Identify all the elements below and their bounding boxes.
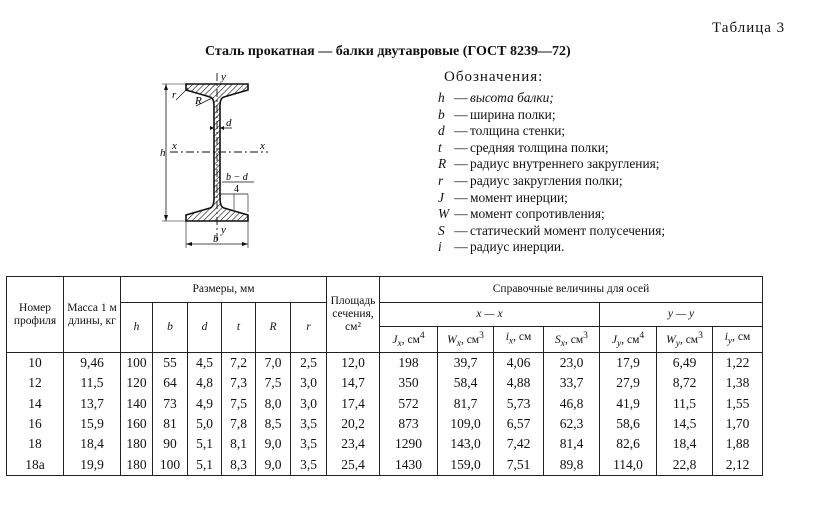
table-cell: 1,22 bbox=[713, 353, 763, 374]
beam-properties-table bbox=[6, 276, 763, 476]
header-dim-b: b bbox=[153, 303, 188, 353]
header-dimensions: Размеры, мм bbox=[121, 277, 327, 303]
legend-item bbox=[438, 206, 665, 223]
table-cell: 27,9 bbox=[600, 373, 657, 393]
legend-dash: — bbox=[454, 156, 468, 172]
table-cell: 100 bbox=[121, 353, 153, 374]
legend-dash: — bbox=[454, 90, 468, 105]
table-cell: 18,4 bbox=[657, 434, 713, 454]
table-cell: 6,49 bbox=[657, 353, 713, 374]
legend-symbol: r bbox=[438, 172, 444, 188]
table-row bbox=[7, 414, 763, 434]
legend-symbol: J bbox=[438, 189, 444, 205]
table-cell: 10 bbox=[7, 353, 64, 374]
header-ix: $i_x$, см bbox=[494, 327, 544, 353]
header-dim-r: r bbox=[291, 303, 327, 353]
header-reference-values: Справочные величины для осей bbox=[380, 277, 763, 303]
table-cell: 3,5 bbox=[291, 414, 327, 434]
table-cell: 73 bbox=[153, 394, 188, 414]
table-cell: 6,57 bbox=[494, 414, 544, 434]
table-cell: 873 bbox=[380, 414, 438, 434]
table-cell: 8,72 bbox=[657, 373, 713, 393]
table-cell: 7,0 bbox=[256, 353, 291, 374]
legend-description: момент сопротивления; bbox=[470, 206, 605, 222]
table-cell: 7,2 bbox=[222, 353, 256, 374]
legend-description: радиус закругления полки; bbox=[470, 172, 623, 188]
table-cell: 140 bbox=[121, 394, 153, 414]
header-axis-yy: y — y bbox=[600, 303, 763, 327]
r-label: r bbox=[172, 89, 177, 101]
table-cell: 58,6 bbox=[600, 414, 657, 434]
header-dim-R: R bbox=[256, 303, 291, 353]
table-cell: 5,73 bbox=[494, 394, 544, 414]
table-cell: 15,9 bbox=[64, 414, 121, 434]
table-cell: 20,2 bbox=[327, 414, 380, 434]
table-cell: 23,0 bbox=[544, 353, 600, 374]
table-cell: 8,5 bbox=[256, 414, 291, 434]
table-row bbox=[7, 434, 763, 454]
table-cell: 7,3 bbox=[222, 373, 256, 393]
table-cell: 114,0 bbox=[600, 454, 657, 475]
table-cell: 89,8 bbox=[544, 454, 600, 475]
table-cell: 3,0 bbox=[291, 373, 327, 393]
table-cell: 4,5 bbox=[188, 353, 222, 374]
legend-item bbox=[438, 239, 665, 256]
legend-dash: — bbox=[454, 189, 468, 205]
table-cell: 109,0 bbox=[438, 414, 494, 434]
header-Jy: $J_y$, $см^4$ bbox=[600, 327, 657, 353]
table-cell: 3,5 bbox=[291, 454, 327, 475]
legend-list bbox=[438, 90, 665, 256]
legend-description: высота балки; bbox=[470, 90, 554, 105]
legend-dash: — bbox=[454, 222, 468, 238]
table-cell: 1,88 bbox=[713, 434, 763, 454]
table-cell: 8,0 bbox=[256, 394, 291, 414]
table-cell: 25,4 bbox=[327, 454, 380, 475]
table-cell: 7,8 bbox=[222, 414, 256, 434]
legend-dash: — bbox=[454, 172, 468, 188]
table-row bbox=[7, 353, 763, 374]
legend-symbol: h bbox=[438, 90, 445, 105]
h-label: h bbox=[160, 147, 166, 159]
table-cell: 5,1 bbox=[188, 454, 222, 475]
legend-symbol: R bbox=[438, 156, 447, 172]
table-cell: 8,3 bbox=[222, 454, 256, 475]
table-cell: 17,4 bbox=[327, 394, 380, 414]
table-cell: 3,5 bbox=[291, 434, 327, 454]
table-cell: 143,0 bbox=[438, 434, 494, 454]
legend-symbol: i bbox=[438, 239, 442, 255]
table-cell: 17,9 bbox=[600, 353, 657, 374]
table-cell: 7,5 bbox=[222, 394, 256, 414]
table-cell: 23,4 bbox=[327, 434, 380, 454]
table-cell: 7,5 bbox=[256, 373, 291, 393]
table-cell: 1,55 bbox=[713, 394, 763, 414]
table-cell: 82,6 bbox=[600, 434, 657, 454]
table-cell: 16 bbox=[7, 414, 64, 434]
table-cell: 180 bbox=[121, 434, 153, 454]
legend-symbol: S bbox=[438, 222, 445, 238]
legend-dash: — bbox=[454, 239, 468, 255]
R-label: R bbox=[195, 95, 202, 107]
header-Wx: $W_x$, $см^3$ bbox=[438, 327, 494, 353]
legend-description: статический момент полусечения; bbox=[470, 222, 666, 238]
table-cell: 18 bbox=[7, 434, 64, 454]
header-profile-number: Номер профиля bbox=[7, 277, 64, 353]
table-cell: 81,7 bbox=[438, 394, 494, 414]
table-cell: 198 bbox=[380, 353, 438, 374]
legend-item bbox=[438, 123, 665, 140]
legend-title: Обозначения: bbox=[444, 69, 544, 85]
y-axis-bottom-label: y bbox=[221, 224, 226, 236]
header-mass: Масса 1 м длины, кг bbox=[64, 277, 121, 353]
table-cell: 4,88 bbox=[494, 373, 544, 393]
table-cell: 14,5 bbox=[657, 414, 713, 434]
legend-description: радиус внутреннего закругления; bbox=[470, 156, 660, 172]
legend-symbol: W bbox=[438, 206, 450, 222]
table-cell: 9,0 bbox=[256, 434, 291, 454]
header-Jx: $J_x$, $см^4$ bbox=[380, 327, 438, 353]
table-cell: 11,5 bbox=[657, 394, 713, 414]
table-cell: 2,12 bbox=[713, 454, 763, 475]
i-beam-diagram bbox=[150, 70, 290, 255]
legend-dash: — bbox=[454, 206, 468, 222]
table-cell: 39,7 bbox=[438, 353, 494, 374]
table-cell: 100 bbox=[153, 454, 188, 475]
legend-item bbox=[438, 90, 665, 107]
header-dim-d: d bbox=[188, 303, 222, 353]
table-cell: 159,0 bbox=[438, 454, 494, 475]
d-label: d bbox=[226, 117, 232, 129]
table-cell: 62,3 bbox=[544, 414, 600, 434]
table-cell: 58,4 bbox=[438, 373, 494, 393]
b-label: b bbox=[213, 233, 219, 245]
legend-description: ширина полки; bbox=[470, 106, 556, 122]
legend-item bbox=[438, 190, 665, 207]
table-cell: 4,06 bbox=[494, 353, 544, 374]
table-cell: 1,38 bbox=[713, 373, 763, 393]
legend-dash: — bbox=[454, 123, 468, 139]
header-iy: $i_y$, см bbox=[713, 327, 763, 353]
legend-description: радиус инерции. bbox=[470, 239, 565, 255]
table-cell: 18,4 bbox=[64, 434, 121, 454]
table-cell: 12 bbox=[7, 373, 64, 393]
table-cell: 572 bbox=[380, 394, 438, 414]
table-cell: 1,70 bbox=[713, 414, 763, 434]
table-cell: 5,1 bbox=[188, 434, 222, 454]
table-row bbox=[7, 373, 763, 393]
legend-symbol: b bbox=[438, 106, 445, 122]
table-cell: 81 bbox=[153, 414, 188, 434]
table-cell: 11,5 bbox=[64, 373, 121, 393]
table-cell: 41,9 bbox=[600, 394, 657, 414]
table-cell: 350 bbox=[380, 373, 438, 393]
table-cell: 120 bbox=[121, 373, 153, 393]
table-cell: 46,8 bbox=[544, 394, 600, 414]
header-axis-xx: x — x bbox=[380, 303, 600, 327]
legend-item bbox=[438, 107, 665, 124]
y-axis-top-label: y bbox=[221, 71, 226, 83]
table-cell: 18а bbox=[7, 454, 64, 475]
table-number-label: Таблица 3 bbox=[712, 20, 786, 36]
table-cell: 1430 bbox=[380, 454, 438, 475]
table-cell: 13,7 bbox=[64, 394, 121, 414]
header-dim-t: t bbox=[222, 303, 256, 353]
table-cell: 14 bbox=[7, 394, 64, 414]
table-cell: 2,5 bbox=[291, 353, 327, 374]
header-area: Площадь сечения, см² bbox=[327, 277, 380, 353]
table-cell: 55 bbox=[153, 353, 188, 374]
table-cell: 180 bbox=[121, 454, 153, 475]
table-cell: 81,4 bbox=[544, 434, 600, 454]
table-row bbox=[7, 454, 763, 475]
legend-dash: — bbox=[454, 139, 468, 155]
table-cell: 9,46 bbox=[64, 353, 121, 374]
table-cell: 4,8 bbox=[188, 373, 222, 393]
x-axis-left-label: x bbox=[172, 140, 177, 152]
legend-item bbox=[438, 156, 665, 173]
table-cell: 33,7 bbox=[544, 373, 600, 393]
legend-dash: — bbox=[454, 106, 468, 122]
table-cell: 4,9 bbox=[188, 394, 222, 414]
table-cell: 22,8 bbox=[657, 454, 713, 475]
table-cell: 5,0 bbox=[188, 414, 222, 434]
legend-item bbox=[438, 140, 665, 157]
legend-symbol: d bbox=[438, 123, 445, 139]
table-cell: 3,0 bbox=[291, 394, 327, 414]
legend-description: момент инерции; bbox=[470, 189, 568, 205]
table-cell: 12,0 bbox=[327, 353, 380, 374]
table-body bbox=[7, 353, 763, 476]
header-dim-h: h bbox=[121, 303, 153, 353]
table-cell: 64 bbox=[153, 373, 188, 393]
table-cell: 160 bbox=[121, 414, 153, 434]
legend-description: средняя толщина полки; bbox=[470, 139, 609, 155]
table-cell: 9,0 bbox=[256, 454, 291, 475]
table-cell: 90 bbox=[153, 434, 188, 454]
header-Sx: $S_x$, $см^3$ bbox=[544, 327, 600, 353]
table-cell: 1290 bbox=[380, 434, 438, 454]
legend-item bbox=[438, 223, 665, 240]
table-cell: 8,1 bbox=[222, 434, 256, 454]
table-cell: 7,51 bbox=[494, 454, 544, 475]
legend-symbol: t bbox=[438, 139, 442, 155]
document-title: Сталь прокатная — балки двутавровые (ГОСТ 8239—72) bbox=[205, 44, 571, 59]
table-cell: 19,9 bbox=[64, 454, 121, 475]
legend-description: толщина стенки; bbox=[470, 123, 566, 139]
x-axis-right-label: x bbox=[260, 140, 265, 152]
table-row bbox=[7, 394, 763, 414]
fraction-numerator: b − d bbox=[226, 172, 248, 183]
header-Wy: $W_y$, $см^3$ bbox=[657, 327, 713, 353]
legend-item bbox=[438, 173, 665, 190]
fraction-denominator: 4 bbox=[234, 184, 239, 195]
table-cell: 14,7 bbox=[327, 373, 380, 393]
table-cell: 7,42 bbox=[494, 434, 544, 454]
